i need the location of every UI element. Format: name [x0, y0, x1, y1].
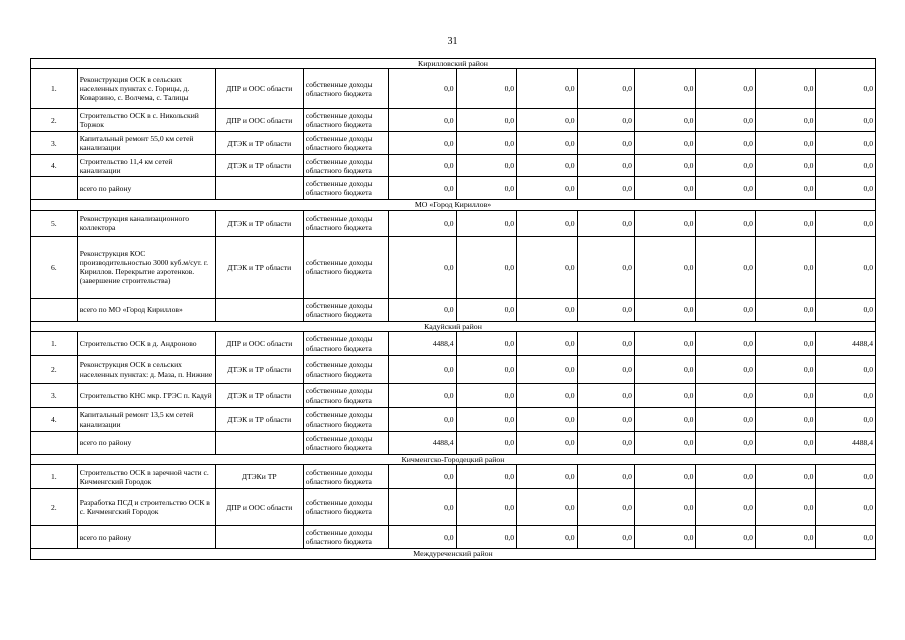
amount-cell: 0,0 [388, 356, 456, 384]
responsible-body: ДТЭК и ТР области [215, 210, 303, 236]
amount-cell: 0,0 [388, 465, 456, 489]
funding-source: собственные доходы областного бюджета [303, 298, 388, 321]
project-name: Строительство КНС мкр. ГРЭС п. Кадуй [77, 384, 215, 408]
amount-cell: 0,0 [816, 384, 876, 408]
amount-cell: 0,0 [388, 526, 456, 549]
amount-cell: 0,0 [696, 432, 755, 455]
funding-source: собственные доходы областного бюджета [303, 155, 388, 177]
table-row [31, 489, 876, 526]
amount-cell: 0,0 [577, 332, 634, 356]
section-title: Кирилловский район [31, 59, 876, 69]
amount-cell: 0,0 [577, 384, 634, 408]
amount-cell: 0,0 [634, 432, 696, 455]
section-title: Кадуйский район [31, 321, 876, 331]
row-number: 2. [31, 109, 78, 132]
project-name: Строительство ОСК в с. Никольский Торжок [77, 109, 215, 132]
responsible-body: ДПР и ООС области [215, 489, 303, 526]
amount-cell: 0,0 [696, 465, 755, 489]
funding-source: собственные доходы областного бюджета [303, 526, 388, 549]
amount-cell: 0,0 [696, 210, 755, 236]
funding-source: собственные доходы областного бюджета [303, 109, 388, 132]
section-title: Междуреченский район [31, 549, 876, 559]
amount-cell: 0,0 [517, 298, 578, 321]
amount-cell: 0,0 [577, 155, 634, 177]
table-row [31, 69, 876, 109]
amount-cell: 0,0 [755, 210, 816, 236]
amount-cell: 0,0 [634, 132, 696, 155]
amount-cell: 0,0 [456, 155, 517, 177]
amount-cell: 0,0 [388, 132, 456, 155]
table-row [31, 155, 876, 177]
amount-cell: 0,0 [388, 489, 456, 526]
amount-cell: 0,0 [816, 356, 876, 384]
amount-cell: 0,0 [517, 332, 578, 356]
amount-cell: 0,0 [755, 384, 816, 408]
funding-source: собственные доходы областного бюджета [303, 432, 388, 455]
project-name: Реконструкция КОС производительностью 3000 куб.м/сут. г. Кириллов. Перекрытие аэротенков. (завершение строительства) [77, 236, 215, 298]
amount-cell: 0,0 [696, 489, 755, 526]
project-name: всего по МО «Город Кириллов» [77, 298, 215, 321]
amount-cell: 0,0 [456, 384, 517, 408]
amount-cell: 0,0 [456, 132, 517, 155]
table-row [31, 236, 876, 298]
amount-cell: 0,0 [456, 465, 517, 489]
section-title: МО «Город Кириллов» [31, 200, 876, 210]
amount-cell: 0,0 [755, 298, 816, 321]
amount-cell: 0,0 [456, 356, 517, 384]
amount-cell: 0,0 [456, 69, 517, 109]
amount-cell: 0,0 [755, 155, 816, 177]
row-number [31, 526, 78, 549]
row-number [31, 432, 78, 455]
amount-cell: 0,0 [634, 298, 696, 321]
section-title: Кичменгско-Городецкий район [31, 455, 876, 465]
responsible-body: ДПР и ООС области [215, 332, 303, 356]
amount-cell: 0,0 [816, 109, 876, 132]
table-row [31, 465, 876, 489]
budget-table-sheet [30, 58, 876, 560]
amount-cell: 0,0 [634, 384, 696, 408]
amount-cell: 0,0 [816, 177, 876, 200]
funding-source: собственные доходы областного бюджета [303, 489, 388, 526]
amount-cell: 4488,4 [388, 432, 456, 455]
amount-cell: 0,0 [456, 236, 517, 298]
amount-cell: 0,0 [517, 210, 578, 236]
amount-cell: 0,0 [577, 69, 634, 109]
responsible-body: ДТЭК и ТР области [215, 408, 303, 432]
amount-cell: 0,0 [388, 210, 456, 236]
funding-source: собственные доходы областного бюджета [303, 332, 388, 356]
amount-cell: 0,0 [577, 177, 634, 200]
total-row [31, 298, 876, 321]
amount-cell: 0,0 [517, 384, 578, 408]
funding-source: собственные доходы областного бюджета [303, 356, 388, 384]
amount-cell: 4488,4 [816, 432, 876, 455]
section-header-row [31, 455, 876, 465]
amount-cell: 0,0 [634, 408, 696, 432]
amount-cell: 0,0 [388, 408, 456, 432]
amount-cell: 0,0 [517, 356, 578, 384]
amount-cell: 0,0 [634, 177, 696, 200]
amount-cell: 0,0 [696, 384, 755, 408]
amount-cell: 0,0 [456, 432, 517, 455]
project-name: Капитальный ремонт 13,5 км сетей канализации [77, 408, 215, 432]
funding-source: собственные доходы областного бюджета [303, 69, 388, 109]
funding-source: собственные доходы областного бюджета [303, 236, 388, 298]
amount-cell: 0,0 [816, 236, 876, 298]
amount-cell: 0,0 [696, 155, 755, 177]
responsible-body: ДТЭК и ТР области [215, 356, 303, 384]
amount-cell: 0,0 [456, 526, 517, 549]
funding-source: собственные доходы областного бюджета [303, 132, 388, 155]
amount-cell: 0,0 [388, 155, 456, 177]
budget-table [30, 58, 876, 560]
amount-cell: 0,0 [388, 109, 456, 132]
row-number: 1. [31, 465, 78, 489]
total-row [31, 432, 876, 455]
amount-cell: 0,0 [388, 298, 456, 321]
responsible-body [215, 177, 303, 200]
total-row [31, 526, 876, 549]
amount-cell: 0,0 [517, 109, 578, 132]
responsible-body: ДПР и ООС области [215, 109, 303, 132]
row-number: 4. [31, 408, 78, 432]
amount-cell: 0,0 [816, 408, 876, 432]
amount-cell: 0,0 [696, 356, 755, 384]
amount-cell: 0,0 [696, 408, 755, 432]
amount-cell: 0,0 [816, 155, 876, 177]
responsible-body: ДТЭК и ТР области [215, 132, 303, 155]
project-name: Реконструкция ОСК в сельских населенных пунктах: д. Маза, п. Нижние [77, 356, 215, 384]
amount-cell: 0,0 [577, 408, 634, 432]
amount-cell: 0,0 [517, 432, 578, 455]
amount-cell: 0,0 [634, 109, 696, 132]
amount-cell: 0,0 [816, 210, 876, 236]
amount-cell: 0,0 [456, 408, 517, 432]
amount-cell: 0,0 [755, 489, 816, 526]
amount-cell: 0,0 [634, 489, 696, 526]
amount-cell: 0,0 [696, 109, 755, 132]
project-name: Капитальный ремонт 55,0 км сетей канализации [77, 132, 215, 155]
responsible-body: ДТЭК и ТР области [215, 384, 303, 408]
amount-cell: 0,0 [388, 236, 456, 298]
amount-cell: 0,0 [755, 109, 816, 132]
section-header-row [31, 59, 876, 69]
amount-cell: 0,0 [755, 356, 816, 384]
row-number: 1. [31, 332, 78, 356]
amount-cell: 0,0 [517, 69, 578, 109]
amount-cell: 0,0 [517, 465, 578, 489]
amount-cell: 0,0 [696, 298, 755, 321]
amount-cell: 0,0 [634, 332, 696, 356]
project-name: Реконструкция канализационного коллектора [77, 210, 215, 236]
project-name: Строительство ОСК в заречной части с. Кичменгский Городок [77, 465, 215, 489]
table-row [31, 332, 876, 356]
amount-cell: 0,0 [456, 177, 517, 200]
responsible-body [215, 298, 303, 321]
amount-cell: 0,0 [456, 109, 517, 132]
row-number: 4. [31, 155, 78, 177]
amount-cell: 0,0 [517, 177, 578, 200]
amount-cell: 0,0 [577, 432, 634, 455]
amount-cell: 0,0 [816, 298, 876, 321]
funding-source: собственные доходы областного бюджета [303, 465, 388, 489]
project-name: всего по району [77, 432, 215, 455]
funding-source: собственные доходы областного бюджета [303, 177, 388, 200]
amount-cell: 0,0 [456, 210, 517, 236]
amount-cell: 0,0 [577, 109, 634, 132]
amount-cell: 0,0 [388, 384, 456, 408]
responsible-body [215, 432, 303, 455]
project-name: Строительство 11,4 км сетей канализации [77, 155, 215, 177]
project-name: всего по району [77, 526, 215, 549]
table-row [31, 210, 876, 236]
amount-cell: 0,0 [456, 489, 517, 526]
amount-cell: 0,0 [577, 298, 634, 321]
section-header-row [31, 200, 876, 210]
row-number [31, 177, 78, 200]
amount-cell: 0,0 [696, 236, 755, 298]
project-name: всего по району [77, 177, 215, 200]
row-number: 5. [31, 210, 78, 236]
amount-cell: 0,0 [517, 236, 578, 298]
total-row [31, 177, 876, 200]
amount-cell: 0,0 [517, 489, 578, 526]
amount-cell: 0,0 [456, 332, 517, 356]
amount-cell: 0,0 [634, 236, 696, 298]
table-row [31, 408, 876, 432]
amount-cell: 0,0 [577, 526, 634, 549]
amount-cell: 4488,4 [388, 332, 456, 356]
amount-cell: 0,0 [816, 489, 876, 526]
amount-cell: 0,0 [456, 298, 517, 321]
row-number: 6. [31, 236, 78, 298]
amount-cell: 0,0 [577, 465, 634, 489]
amount-cell: 0,0 [517, 408, 578, 432]
responsible-body: ДПР и ООС области [215, 69, 303, 109]
responsible-body: ДТЭК и ТР области [215, 236, 303, 298]
funding-source: собственные доходы областного бюджета [303, 384, 388, 408]
amount-cell: 0,0 [696, 69, 755, 109]
section-header-row [31, 321, 876, 331]
project-name: Строительство ОСК в д. Андроново [77, 332, 215, 356]
amount-cell: 0,0 [696, 526, 755, 549]
table-row [31, 384, 876, 408]
amount-cell: 0,0 [634, 356, 696, 384]
amount-cell: 0,0 [634, 210, 696, 236]
page-number: 31 [447, 36, 458, 47]
amount-cell: 0,0 [696, 132, 755, 155]
responsible-body: ДТЭК и ТР области [215, 155, 303, 177]
amount-cell: 0,0 [816, 132, 876, 155]
row-number: 2. [31, 356, 78, 384]
amount-cell: 0,0 [577, 236, 634, 298]
row-number: 3. [31, 384, 78, 408]
funding-source: собственные доходы областного бюджета [303, 210, 388, 236]
amount-cell: 0,0 [634, 69, 696, 109]
row-number: 2. [31, 489, 78, 526]
amount-cell: 0,0 [696, 177, 755, 200]
amount-cell: 0,0 [577, 210, 634, 236]
responsible-body [215, 526, 303, 549]
amount-cell: 0,0 [517, 526, 578, 549]
row-number [31, 298, 78, 321]
amount-cell: 0,0 [755, 236, 816, 298]
amount-cell: 0,0 [816, 69, 876, 109]
project-name: Разработка ПСД и строительство ОСК в с. Кичменгский Городок [77, 489, 215, 526]
funding-source: собственные доходы областного бюджета [303, 408, 388, 432]
amount-cell: 0,0 [755, 408, 816, 432]
amount-cell: 0,0 [755, 132, 816, 155]
amount-cell: 0,0 [577, 356, 634, 384]
amount-cell: 0,0 [577, 489, 634, 526]
project-name: Реконструкция ОСК в сельских населенных пунктах с. Горицы, д. Коварзино, с. Волчема, с. Талицы [77, 69, 215, 109]
amount-cell: 0,0 [517, 155, 578, 177]
amount-cell: 0,0 [634, 465, 696, 489]
amount-cell: 0,0 [634, 526, 696, 549]
table-row [31, 109, 876, 132]
amount-cell: 0,0 [388, 69, 456, 109]
row-number: 1. [31, 69, 78, 109]
amount-cell: 0,0 [755, 432, 816, 455]
amount-cell: 0,0 [634, 155, 696, 177]
amount-cell: 0,0 [755, 526, 816, 549]
responsible-body: ДТЭКи ТР [215, 465, 303, 489]
amount-cell: 0,0 [696, 332, 755, 356]
amount-cell: 0,0 [388, 177, 456, 200]
amount-cell: 0,0 [755, 177, 816, 200]
amount-cell: 0,0 [755, 69, 816, 109]
amount-cell: 4488,4 [816, 332, 876, 356]
table-row [31, 356, 876, 384]
section-header-row [31, 549, 876, 559]
row-number: 3. [31, 132, 78, 155]
table-row [31, 132, 876, 155]
amount-cell: 0,0 [816, 526, 876, 549]
amount-cell: 0,0 [517, 132, 578, 155]
amount-cell: 0,0 [755, 465, 816, 489]
amount-cell: 0,0 [816, 465, 876, 489]
amount-cell: 0,0 [755, 332, 816, 356]
amount-cell: 0,0 [577, 132, 634, 155]
